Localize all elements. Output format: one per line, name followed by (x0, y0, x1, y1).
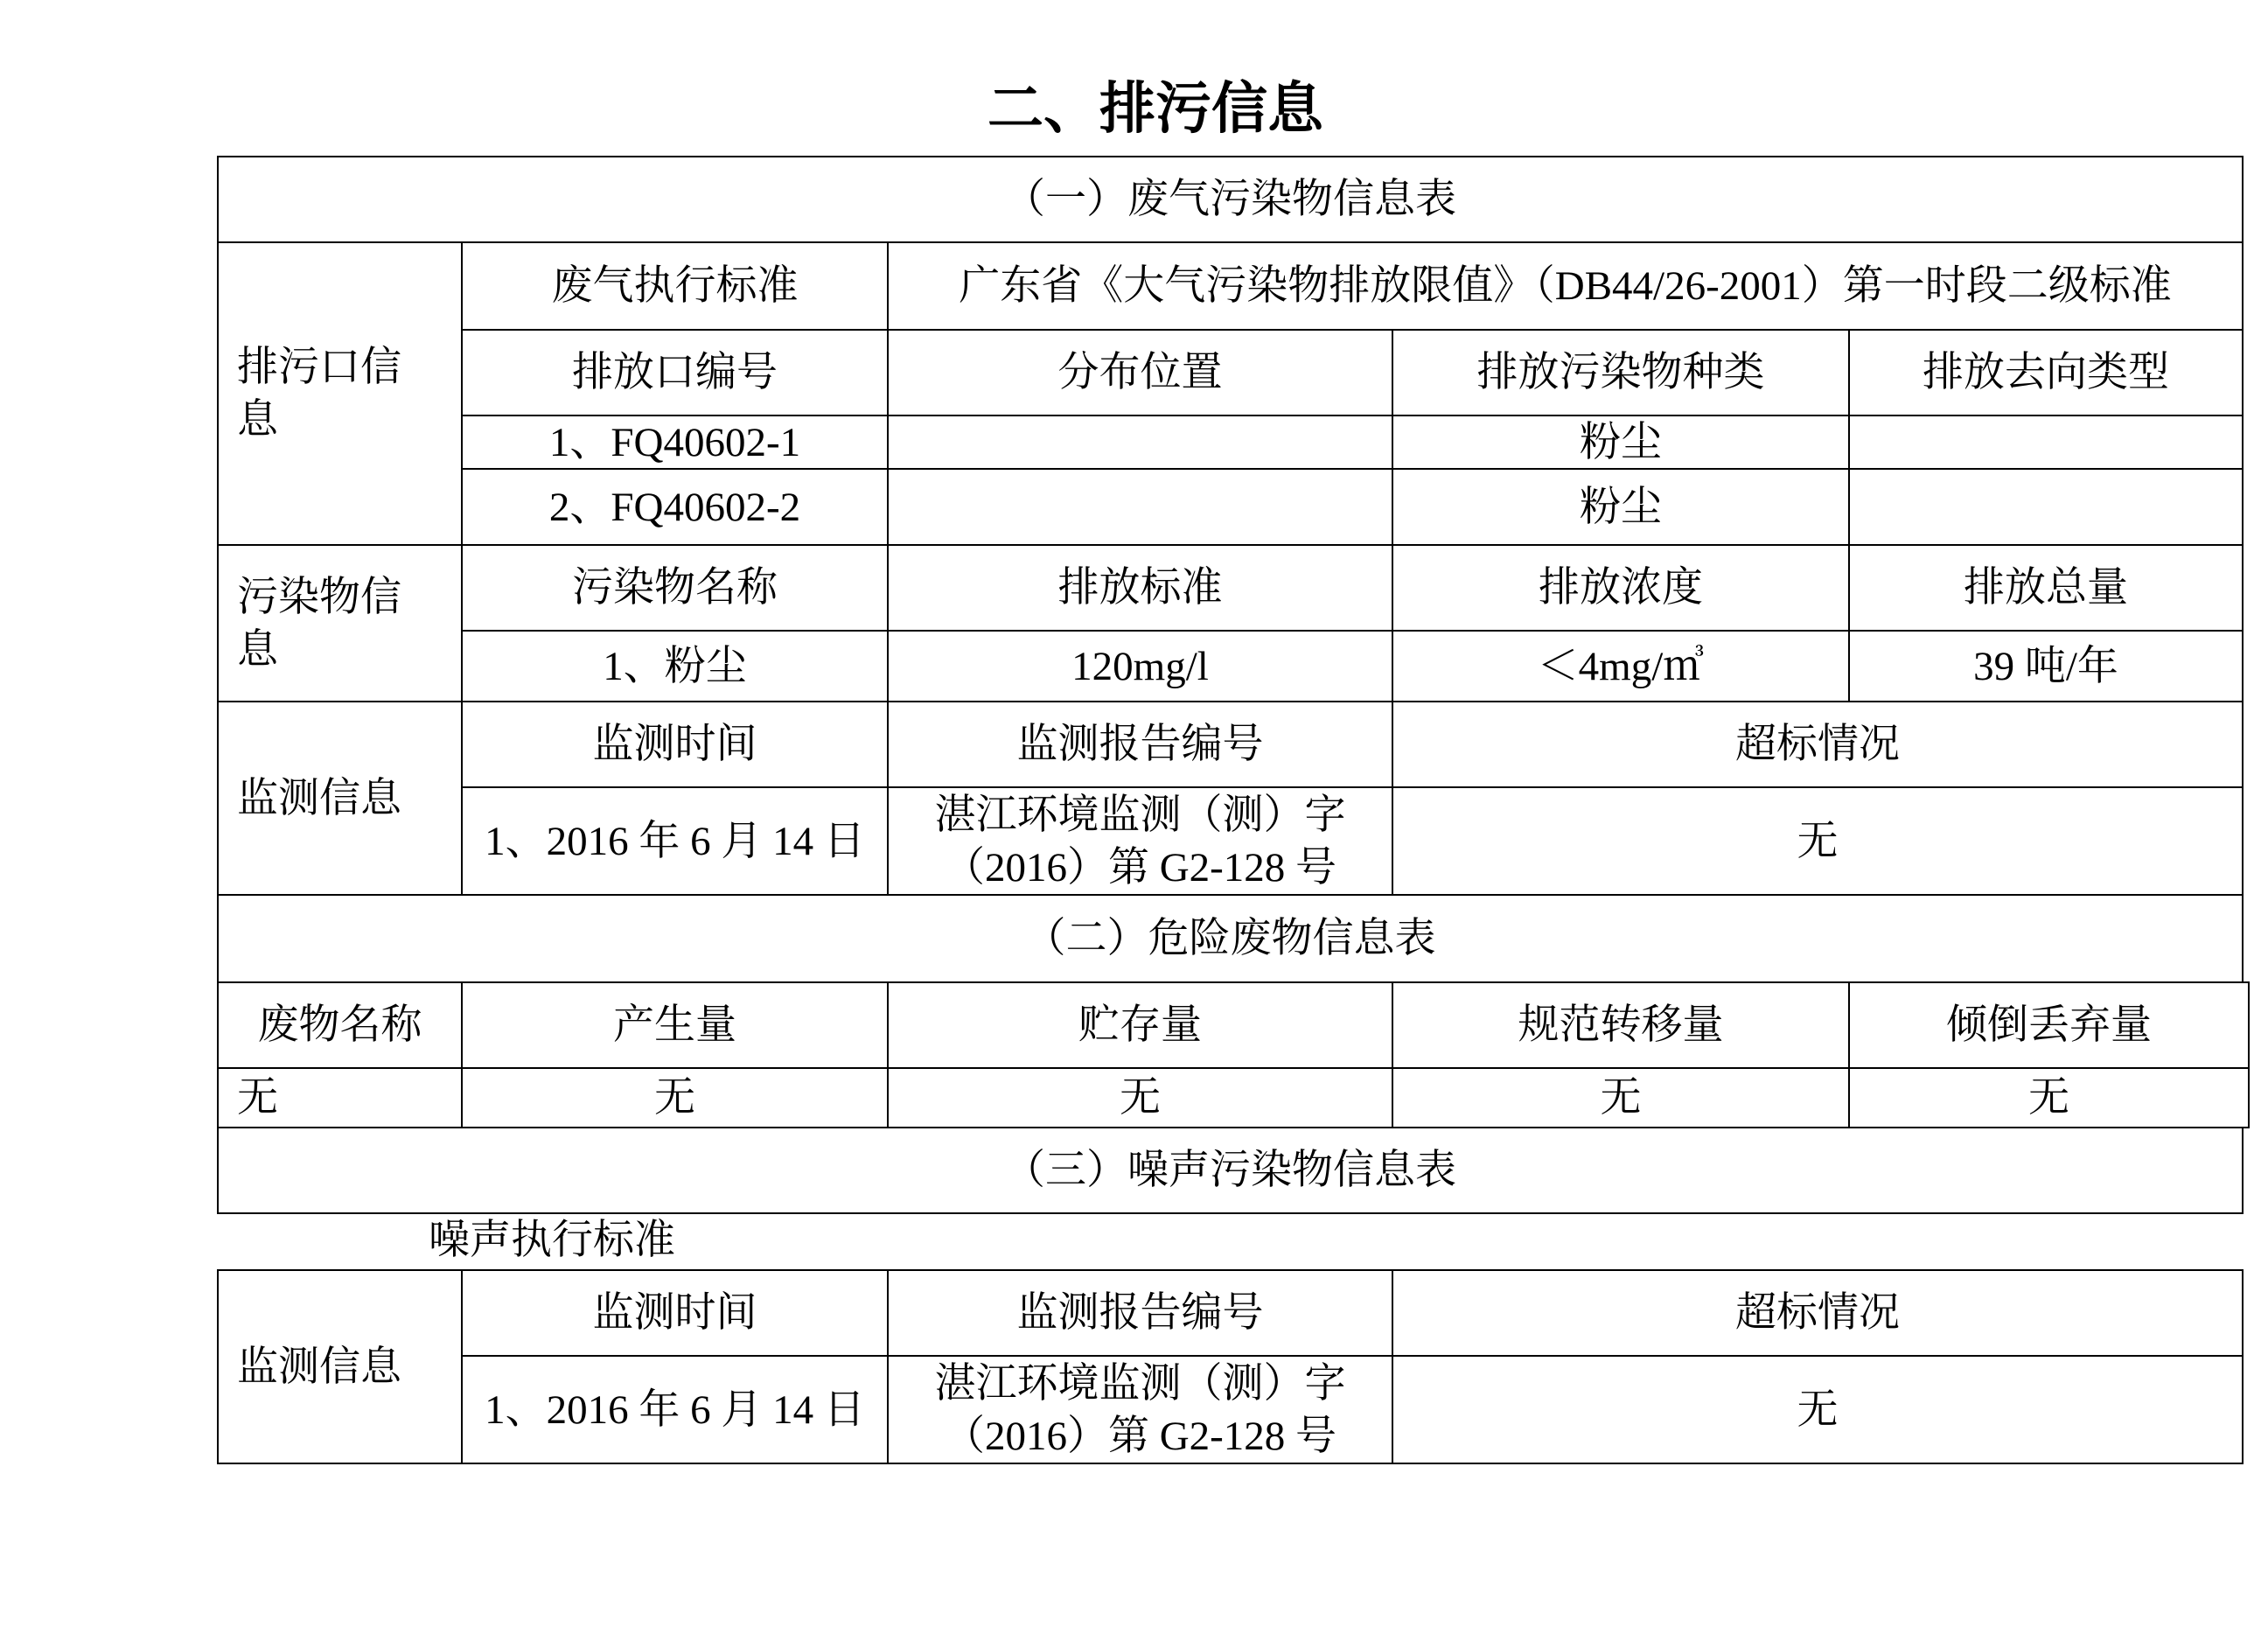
column-header (887, 329, 1393, 416)
column-header-text: 排放标准 (1057, 565, 1223, 611)
monitoring-label-cell (217, 701, 463, 896)
column-header-text: 排放去向类型 (1923, 350, 2169, 395)
emission-concentration-cell (1392, 630, 1850, 702)
column-header-text: 分布位置 (1057, 350, 1223, 395)
column-header (1392, 329, 1850, 416)
monitoring-date-cell (461, 1355, 889, 1464)
standard-label-cell (461, 241, 889, 331)
hazardous-waste-section-header (217, 894, 2244, 983)
exceedance-cell (1392, 1355, 2244, 1464)
column-header-text: 超标情况 (1735, 1290, 1900, 1336)
column-header-text: 排放污染物种类 (1476, 350, 1765, 395)
section-title: （一）废气污染物信息表 (1004, 177, 1456, 222)
standard-value: 广东省《大气污染物排放限值》（DB44/26-2001）第一时段二级标准 (959, 263, 2172, 309)
column-header-text: 监测报告编号 (1016, 722, 1264, 767)
label-line: 排污口信 (237, 345, 401, 390)
exceedance: 无 (1797, 818, 1839, 864)
waste-dumped-cell (1848, 1067, 2250, 1128)
waste-dumped: 无 (2028, 1075, 2069, 1121)
pollutant-info-label (237, 571, 401, 676)
pollutant-type-cell (1392, 468, 1850, 546)
waste-transferred: 无 (1600, 1075, 1642, 1121)
waste-generated: 无 (654, 1075, 695, 1121)
column-header (461, 329, 889, 416)
noise-standard-label: 噪声执行标准 (429, 1218, 675, 1263)
outlet-no: 1、FQ40602-1 (548, 419, 801, 465)
monitoring-label-cell (217, 1269, 463, 1464)
report-no-line: 湛江环境监测（测）字 (934, 1360, 1346, 1407)
column-header-text: 产生量 (613, 1002, 736, 1048)
standard-label: 废气执行标准 (551, 263, 799, 309)
emission-total: 39 吨/年 (1973, 643, 2118, 689)
waste-name-cell (217, 1067, 463, 1128)
monitoring-date-cell (461, 786, 889, 896)
exceedance-cell (1392, 786, 2244, 896)
column-header-text: 监测时间 (592, 1290, 757, 1336)
waste-stored: 无 (1120, 1075, 1161, 1121)
pollutant-name-cell (461, 630, 889, 702)
waste-name: 无 (237, 1075, 278, 1121)
outlet-no: 2、FQ40602-2 (548, 484, 801, 530)
report-no (935, 1358, 1346, 1463)
outlet-no-cell (461, 468, 889, 546)
column-header-text: 规范转移量 (1518, 1002, 1724, 1048)
column-header (461, 701, 889, 788)
pollutant-info-label-cell (217, 544, 463, 702)
monitoring-date: 1、2016 年 6 月 14 日 (485, 818, 865, 864)
label-line: 息 (237, 397, 278, 443)
column-header-text: 监测报告编号 (1016, 1290, 1264, 1336)
section-title: （二）危险废物信息表 (1024, 916, 1436, 961)
outlet-info-label (237, 341, 401, 446)
report-no-line: （2016）第 G2-128 号 (943, 844, 1337, 890)
monitoring-label: 监测信息 (237, 1344, 401, 1390)
discharge-type-cell (1848, 415, 2244, 470)
column-header (461, 981, 889, 1069)
column-header (1392, 1269, 2244, 1357)
pollutant-name: 1、粉尘 (603, 643, 747, 689)
pollutant-type: 粉尘 (1580, 419, 1662, 465)
emission-standard-cell (887, 630, 1393, 702)
column-header-text: 倾倒丢弃量 (1946, 1002, 2152, 1048)
report-no-line: （2016）第 G2-128 号 (943, 1413, 1337, 1459)
column-header (887, 981, 1393, 1069)
column-header-text: 排放总量 (1964, 565, 2128, 611)
pollutant-type: 粉尘 (1580, 484, 1662, 530)
outlet-info-label-cell (217, 241, 463, 546)
column-header (1392, 981, 1850, 1069)
report-no-line: 湛江环境监测（测）字 (934, 792, 1346, 838)
column-header-text: 监测时间 (592, 722, 757, 767)
column-header-text: 污染物名称 (572, 565, 778, 611)
outlet-location-cell (887, 468, 1393, 546)
column-header (887, 701, 1393, 788)
monitoring-label: 监测信息 (237, 775, 401, 821)
report-no-cell (887, 786, 1393, 896)
column-header (887, 544, 1393, 632)
column-header-text: 废物名称 (257, 1002, 422, 1048)
column-header-text: 排放口编号 (572, 350, 778, 395)
section-title: （三）噪声污染物信息表 (1004, 1148, 1456, 1193)
label-line: 污染物信 (237, 574, 401, 620)
report-no-cell (887, 1355, 1393, 1464)
waste-transferred-cell (1392, 1067, 1850, 1128)
column-header (1392, 544, 1850, 632)
pollutant-type-cell (1392, 415, 1850, 470)
noise-section-header (217, 1127, 2244, 1214)
emission-total-cell (1848, 630, 2244, 702)
waste-stored-cell (887, 1067, 1393, 1128)
discharge-type-cell (1848, 468, 2244, 546)
label-line: 息 (237, 626, 278, 673)
monitoring-date: 1、2016 年 6 月 14 日 (485, 1386, 865, 1433)
column-header (1848, 544, 2244, 632)
standard-value-cell (887, 241, 2244, 331)
column-header (1848, 329, 2244, 416)
emission-standard: 120mg/l (1071, 643, 1209, 689)
column-header (461, 1269, 889, 1357)
column-header-text: 贮存量 (1078, 1002, 1202, 1048)
column-header-text: 排放浓度 (1539, 565, 1703, 611)
column-header (217, 981, 463, 1069)
exceedance: 无 (1797, 1386, 1839, 1433)
waste-generated-cell (461, 1067, 889, 1128)
outlet-no-cell (461, 415, 889, 470)
column-header (1392, 701, 2244, 788)
column-header (887, 1269, 1393, 1357)
page-title: 二、排污信息 (987, 78, 1323, 140)
report-no (935, 789, 1346, 894)
column-header (1848, 981, 2250, 1069)
column-header-text: 超标情况 (1735, 722, 1900, 767)
emission-concentration: ＜4mg/㎥ (1537, 643, 1705, 689)
outlet-location-cell (887, 415, 1393, 470)
column-header (461, 544, 889, 632)
waste-gas-section-header (217, 156, 2244, 243)
